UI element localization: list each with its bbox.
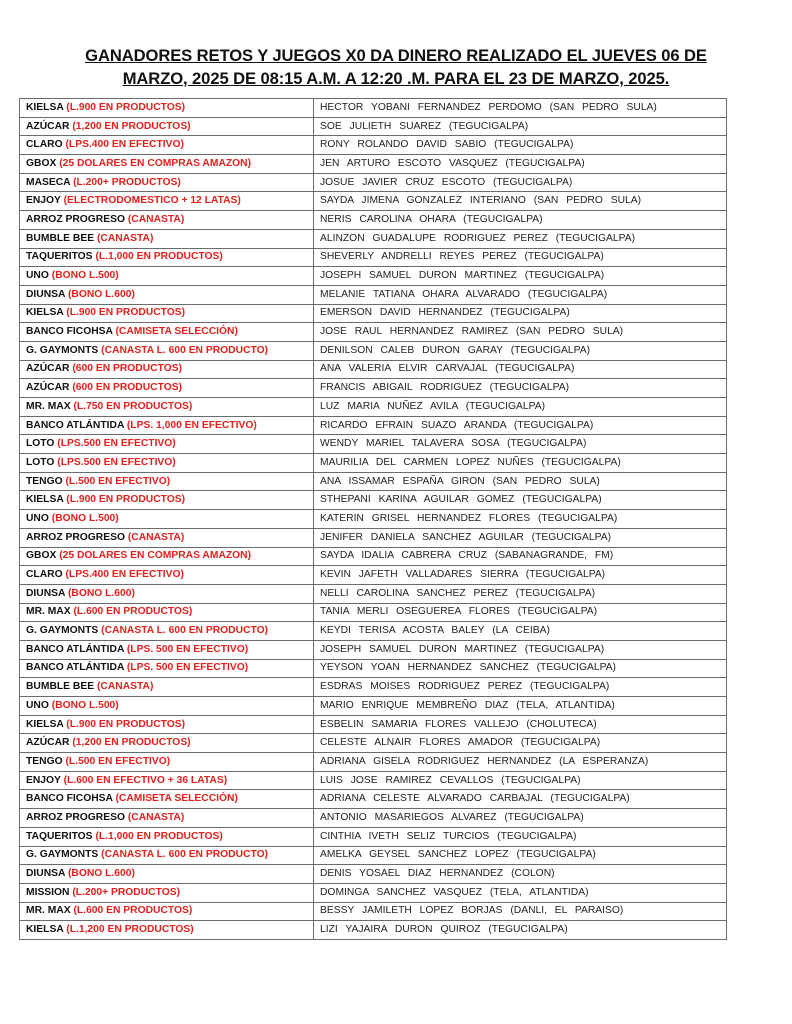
sponsor-prize-cell (20, 603, 314, 622)
sponsor-prize-cell (20, 229, 314, 248)
sponsor-name: MASECA (26, 176, 71, 188)
sponsor-name: BANCO FICOHSA (26, 793, 113, 805)
table-row (20, 155, 727, 174)
sponsor-prize-cell (20, 790, 314, 809)
prize-description: (BONO L.500) (51, 699, 119, 711)
prize-description: (L.900 EN PRODUCTOS) (66, 718, 186, 730)
sponsor-name: BUMBLE BEE (26, 681, 95, 693)
winner-name-cell: ADRIANA GISELA RODRIGUEZ HERNANDEZ (LA ESPERANZA) (314, 753, 727, 772)
prize-description: (600 EN PRODUCTOS) (72, 382, 183, 394)
prize-description: (600 EN PRODUCTOS) (72, 363, 183, 375)
winner-name-cell: KEVIN JAFETH VALLADARES SIERRA (TEGUCIGALPA) (314, 566, 727, 585)
sponsor-name: KIELSA (26, 307, 64, 319)
prize-description: (BONO L.600) (67, 868, 135, 880)
table-row (20, 678, 727, 697)
winners-table (19, 98, 727, 940)
sponsor-name: BANCO ATLÁNTIDA (26, 419, 124, 431)
prize-description: (LPS.500 EN EFECTIVO) (57, 438, 176, 450)
sponsor-prize-cell (20, 341, 314, 360)
sponsor-name: KIELSA (26, 718, 64, 730)
winner-name-cell: MAURILIA DEL CARMEN LOPEZ NUÑES (TEGUCIGALPA) (314, 454, 727, 473)
prize-description: (LPS.400 EN EFECTIVO) (65, 139, 184, 151)
table-row (20, 715, 727, 734)
winner-name-cell: JEN ARTURO ESCOTO VASQUEZ (TEGUCIGALPA) (314, 155, 727, 174)
table-row (20, 566, 727, 585)
sponsor-prize-cell (20, 304, 314, 323)
prize-description: (25 DOLARES EN COMPRAS AMAZON) (59, 550, 252, 562)
prize-description: (LPS. 1,000 EN EFECTIVO) (126, 419, 257, 431)
winners-table-body (20, 99, 727, 940)
prize-description: (BONO L.600) (67, 288, 135, 300)
table-row (20, 622, 727, 641)
table-row (20, 528, 727, 547)
prize-description: (1,200 EN PRODUCTOS) (72, 737, 191, 749)
sponsor-prize-cell (20, 285, 314, 304)
sponsor-prize-cell (20, 416, 314, 435)
winner-name-cell: JOSE RAUL HERNANDEZ RAMIREZ (SAN PEDRO SULA) (314, 323, 727, 342)
table-row (20, 323, 727, 342)
sponsor-prize-cell (20, 547, 314, 566)
table-row (20, 584, 727, 603)
prize-description: (L.200+ PRODUCTOS) (72, 886, 181, 898)
sponsor-prize-cell (20, 528, 314, 547)
table-row (20, 248, 727, 267)
sponsor-prize-cell (20, 454, 314, 473)
prize-description: (CANASTA L. 600 EN PRODUCTO) (101, 344, 269, 356)
sponsor-prize-cell (20, 435, 314, 454)
sponsor-name: DIUNSA (26, 587, 66, 599)
winner-name-cell: MELANIE TATIANA OHARA ALVARADO (TEGUCIGALPA) (314, 285, 727, 304)
sponsor-prize-cell (20, 697, 314, 716)
prize-description: (25 DOLARES EN COMPRAS AMAZON) (59, 157, 252, 169)
sponsor-name: UNO (26, 270, 49, 282)
sponsor-name: TENGO (26, 755, 63, 767)
sponsor-prize-cell (20, 323, 314, 342)
winner-name-cell: KEYDI TERISA ACOSTA BALEY (LA CEIBA) (314, 622, 727, 641)
prize-description: (L.900 EN PRODUCTOS) (66, 307, 186, 319)
winner-name-cell: JOSEPH SAMUEL DURON MARTINEZ (TEGUCIGALPA) (314, 267, 727, 286)
winner-name-cell: NERIS CAROLINA OHARA (TEGUCIGALPA) (314, 211, 727, 230)
table-row (20, 510, 727, 529)
sponsor-name: G. GAYMONTS (26, 344, 99, 356)
sponsor-prize-cell (20, 136, 314, 155)
winner-name-cell: LUIS JOSE RAMIREZ CEVALLOS (TEGUCIGALPA) (314, 771, 727, 790)
prize-description: (LPS.500 EN EFECTIVO) (57, 456, 176, 468)
prize-description: (CANASTA) (127, 213, 185, 225)
prize-description: (CAMISETA SELECCIÓN) (115, 793, 238, 805)
sponsor-name: UNO (26, 699, 49, 711)
sponsor-name: ENJOY (26, 774, 61, 786)
table-row (20, 697, 727, 716)
prize-description: (L.1,000 EN PRODUCTOS) (95, 830, 223, 842)
winner-name-cell: FRANCIS ABIGAIL RODRIGUEZ (TEGUCIGALPA) (314, 379, 727, 398)
table-row (20, 454, 727, 473)
winner-name-cell: LIZI YAJAIRA DURON QUIROZ (TEGUCIGALPA) (314, 921, 727, 940)
sponsor-prize-cell (20, 640, 314, 659)
sponsor-prize-cell (20, 584, 314, 603)
table-row (20, 790, 727, 809)
sponsor-prize-cell (20, 734, 314, 753)
table-row (20, 99, 727, 118)
sponsor-name: G. GAYMONTS (26, 625, 99, 637)
prize-description: (CANASTA) (96, 232, 154, 244)
title-line-1: GANADORES RETOS Y JUEGOS X0 DA DINERO REALIZADO EL JUEVES 06 DE (85, 46, 707, 65)
document-title (40, 44, 752, 90)
winner-name-cell: ANA ISSAMAR ESPAÑA GIRON (SAN PEDRO SULA) (314, 472, 727, 491)
table-row (20, 491, 727, 510)
winner-name-cell: JENIFER DANIELA SANCHEZ AGUILAR (TEGUCIGALPA) (314, 528, 727, 547)
table-row (20, 192, 727, 211)
winner-name-cell: DENILSON CALEB DURON GARAY (TEGUCIGALPA) (314, 341, 727, 360)
sponsor-prize-cell (20, 902, 314, 921)
table-row (20, 304, 727, 323)
sponsor-prize-cell (20, 173, 314, 192)
sponsor-name: AZÚCAR (26, 120, 70, 132)
winner-name-cell: YEYSON YOAN HERNANDEZ SANCHEZ (TEGUCIGALPA) (314, 659, 727, 678)
sponsor-name: DIUNSA (26, 868, 66, 880)
prize-description: (CANASTA) (96, 681, 154, 693)
winner-name-cell: SAYDA JIMENA GONZALEZ INTERIANO (SAN PEDRO SULA) (314, 192, 727, 211)
prize-description: (BONO L.600) (67, 587, 135, 599)
prize-description: (L.200+ PRODUCTOS) (73, 176, 181, 188)
sponsor-prize-cell (20, 846, 314, 865)
prize-description: (CANASTA) (127, 531, 185, 543)
sponsor-name: AZÚCAR (26, 382, 70, 394)
winner-name-cell: DENIS YOSAEL DIAZ HERNANDEZ (COLON) (314, 865, 727, 884)
sponsor-prize-cell (20, 267, 314, 286)
table-row (20, 640, 727, 659)
sponsor-prize-cell (20, 566, 314, 585)
prize-description: (L.600 EN EFECTIVO + 36 LATAS) (63, 774, 228, 786)
table-row (20, 809, 727, 828)
sponsor-prize-cell (20, 678, 314, 697)
table-row (20, 547, 727, 566)
sponsor-name: BANCO ATLÁNTIDA (26, 643, 124, 655)
sponsor-prize-cell (20, 192, 314, 211)
sponsor-prize-cell (20, 753, 314, 772)
table-row (20, 472, 727, 491)
table-row (20, 117, 727, 136)
sponsor-name: LOTO (26, 438, 55, 450)
sponsor-prize-cell (20, 715, 314, 734)
prize-description: (BONO L.500) (51, 270, 119, 282)
table-row (20, 921, 727, 940)
table-row (20, 285, 727, 304)
sponsor-prize-cell (20, 117, 314, 136)
prize-description: (L.900 EN PRODUCTOS) (66, 101, 186, 113)
prize-description: (L.500 EN EFECTIVO) (65, 755, 171, 767)
sponsor-name: CLARO (26, 569, 63, 581)
sponsor-prize-cell (20, 99, 314, 118)
winner-name-cell: ADRIANA CELESTE ALVARADO CARBAJAL (TEGUCIGALPA) (314, 790, 727, 809)
sponsor-name: MR. MAX (26, 606, 71, 618)
table-row (20, 229, 727, 248)
sponsor-prize-cell (20, 622, 314, 641)
table-row (20, 341, 727, 360)
prize-description: (L.750 EN PRODUCTOS) (73, 400, 193, 412)
table-row (20, 865, 727, 884)
table-row (20, 846, 727, 865)
winner-name-cell: LUZ MARIA NUÑEZ AVILA (TEGUCIGALPA) (314, 398, 727, 417)
winner-name-cell: SAYDA IDALIA CABRERA CRUZ (SABANAGRANDE, FM) (314, 547, 727, 566)
table-row (20, 883, 727, 902)
winner-name-cell: HECTOR YOBANI FERNANDEZ PERDOMO (SAN PEDRO SULA) (314, 99, 727, 118)
table-row (20, 827, 727, 846)
sponsor-name: KIELSA (26, 494, 64, 506)
prize-description: (CANASTA L. 600 EN PRODUCTO) (101, 625, 269, 637)
sponsor-name: BANCO ATLÁNTIDA (26, 662, 124, 674)
sponsor-prize-cell (20, 827, 314, 846)
prize-description: (LPS. 500 EN EFECTIVO) (126, 643, 249, 655)
sponsor-prize-cell (20, 211, 314, 230)
table-row (20, 902, 727, 921)
sponsor-name: MR. MAX (26, 400, 71, 412)
sponsor-prize-cell (20, 510, 314, 529)
winner-name-cell: AMELKA GEYSEL SANCHEZ LOPEZ (TEGUCIGALPA) (314, 846, 727, 865)
table-row (20, 753, 727, 772)
sponsor-name: MR. MAX (26, 905, 71, 917)
prize-description: (L.900 EN PRODUCTOS) (66, 494, 186, 506)
table-row (20, 211, 727, 230)
sponsor-name: AZÚCAR (26, 737, 70, 749)
sponsor-name: GBOX (26, 157, 57, 169)
winner-name-cell: EMERSON DAVID HERNANDEZ (TEGUCIGALPA) (314, 304, 727, 323)
prize-description: (L.1,000 EN PRODUCTOS) (95, 251, 223, 263)
sponsor-name: BANCO FICOHSA (26, 326, 113, 338)
winner-name-cell: RONY ROLANDO DAVID SABIO (TEGUCIGALPA) (314, 136, 727, 155)
winner-name-cell: CELESTE ALNAIR FLORES AMADOR (TEGUCIGALPA) (314, 734, 727, 753)
winner-name-cell: WENDY MARIEL TALAVERA SOSA (TEGUCIGALPA) (314, 435, 727, 454)
sponsor-name: TAQUERITOS (26, 830, 93, 842)
table-row (20, 771, 727, 790)
sponsor-prize-cell (20, 491, 314, 510)
winner-name-cell: ANA VALERIA ELVIR CARVAJAL (TEGUCIGALPA) (314, 360, 727, 379)
table-row (20, 603, 727, 622)
prize-description: (LPS. 500 EN EFECTIVO) (126, 662, 249, 674)
sponsor-name: ARROZ PROGRESO (26, 811, 125, 823)
prize-description: (CANASTA L. 600 EN PRODUCTO) (101, 849, 269, 861)
winner-name-cell: SHEVERLY ANDRELLI REYES PEREZ (TEGUCIGALPA) (314, 248, 727, 267)
prize-description: (L.500 EN EFECTIVO) (65, 475, 171, 487)
sponsor-name: ARROZ PROGRESO (26, 213, 125, 225)
winner-name-cell: NELLI CAROLINA SANCHEZ PEREZ (TEGUCIGALPA) (314, 584, 727, 603)
table-row (20, 136, 727, 155)
sponsor-prize-cell (20, 809, 314, 828)
winner-name-cell: TANIA MERLI OSEGUEREA FLORES (TEGUCIGALPA) (314, 603, 727, 622)
sponsor-prize-cell (20, 379, 314, 398)
sponsor-prize-cell (20, 472, 314, 491)
sponsor-name: CLARO (26, 139, 63, 151)
sponsor-name: AZÚCAR (26, 363, 70, 375)
sponsor-prize-cell (20, 360, 314, 379)
winner-name-cell: DOMINGA SANCHEZ VASQUEZ (TELA, ATLANTIDA) (314, 883, 727, 902)
sponsor-prize-cell (20, 865, 314, 884)
winner-name-cell: JOSUE JAVIER CRUZ ESCOTO (TEGUCIGALPA) (314, 173, 727, 192)
sponsor-name: MISSION (26, 886, 70, 898)
sponsor-name: TENGO (26, 475, 63, 487)
sponsor-name: G. GAYMONTS (26, 849, 99, 861)
table-row (20, 435, 727, 454)
prize-description: (BONO L.500) (51, 512, 119, 524)
sponsor-prize-cell (20, 771, 314, 790)
prize-description: (1,200 EN PRODUCTOS) (72, 120, 191, 132)
table-row (20, 734, 727, 753)
sponsor-name: UNO (26, 512, 49, 524)
sponsor-name: BUMBLE BEE (26, 232, 95, 244)
prize-description: (L.600 EN PRODUCTOS) (73, 606, 193, 618)
winner-name-cell: JOSEPH SAMUEL DURON MARTINEZ (TEGUCIGALPA) (314, 640, 727, 659)
sponsor-name: DIUNSA (26, 288, 66, 300)
table-row (20, 267, 727, 286)
table-row (20, 398, 727, 417)
table-row (20, 360, 727, 379)
sponsor-prize-cell (20, 659, 314, 678)
winner-name-cell: ESBELIN SAMARIA FLORES VALLEJO (CHOLUTECA) (314, 715, 727, 734)
sponsor-name: ENJOY (26, 195, 61, 207)
sponsor-name: KIELSA (26, 101, 64, 113)
winner-name-cell: CINTHIA IVETH SELIZ TURCIOS (TEGUCIGALPA) (314, 827, 727, 846)
table-row (20, 659, 727, 678)
winner-name-cell: ALINZON GUADALUPE RODRIGUEZ PEREZ (TEGUCIGALPA) (314, 229, 727, 248)
sponsor-prize-cell (20, 155, 314, 174)
table-row (20, 416, 727, 435)
sponsor-name: KIELSA (26, 924, 64, 936)
sponsor-name: GBOX (26, 550, 57, 562)
winner-name-cell: ESDRAS MOISES RODRIGUEZ PEREZ (TEGUCIGALPA) (314, 678, 727, 697)
prize-description: (L.1,200 EN PRODUCTOS) (66, 924, 194, 936)
title-line-2: MARZO, 2025 DE 08:15 A.M. A 12:20 .M. PARA EL 23 DE MARZO, 2025. (122, 69, 670, 88)
winner-name-cell: MARIO ENRIQUE MEMBREÑO DIAZ (TELA, ATLANTIDA) (314, 697, 727, 716)
prize-description: (CANASTA) (127, 811, 185, 823)
prize-description: (CAMISETA SELECCIÓN) (115, 326, 238, 338)
winner-name-cell: KATERIN GRISEL HERNANDEZ FLORES (TEGUCIGALPA) (314, 510, 727, 529)
table-row (20, 173, 727, 192)
winner-name-cell: STHEPANI KARINA AGUILAR GOMEZ (TEGUCIGALPA) (314, 491, 727, 510)
winner-name-cell: SOE JULIETH SUAREZ (TEGUCIGALPA) (314, 117, 727, 136)
prize-description: (LPS.400 EN EFECTIVO) (65, 569, 184, 581)
winner-name-cell: RICARDO EFRAIN SUAZO ARANDA (TEGUCIGALPA) (314, 416, 727, 435)
prize-description: (L.600 EN PRODUCTOS) (73, 905, 193, 917)
winner-name-cell: BESSY JAMILETH LOPEZ BORJAS (DANLI, EL PARAISO) (314, 902, 727, 921)
sponsor-prize-cell (20, 921, 314, 940)
sponsor-prize-cell (20, 883, 314, 902)
sponsor-prize-cell (20, 248, 314, 267)
sponsor-name: TAQUERITOS (26, 251, 93, 263)
sponsor-name: ARROZ PROGRESO (26, 531, 125, 543)
prize-description: (ELECTRODOMESTICO + 12 LATAS) (63, 195, 241, 207)
winner-name-cell: ANTONIO MASARIEGOS ALVAREZ (TEGUCIGALPA) (314, 809, 727, 828)
sponsor-name: LOTO (26, 456, 55, 468)
table-row (20, 379, 727, 398)
sponsor-prize-cell (20, 398, 314, 417)
